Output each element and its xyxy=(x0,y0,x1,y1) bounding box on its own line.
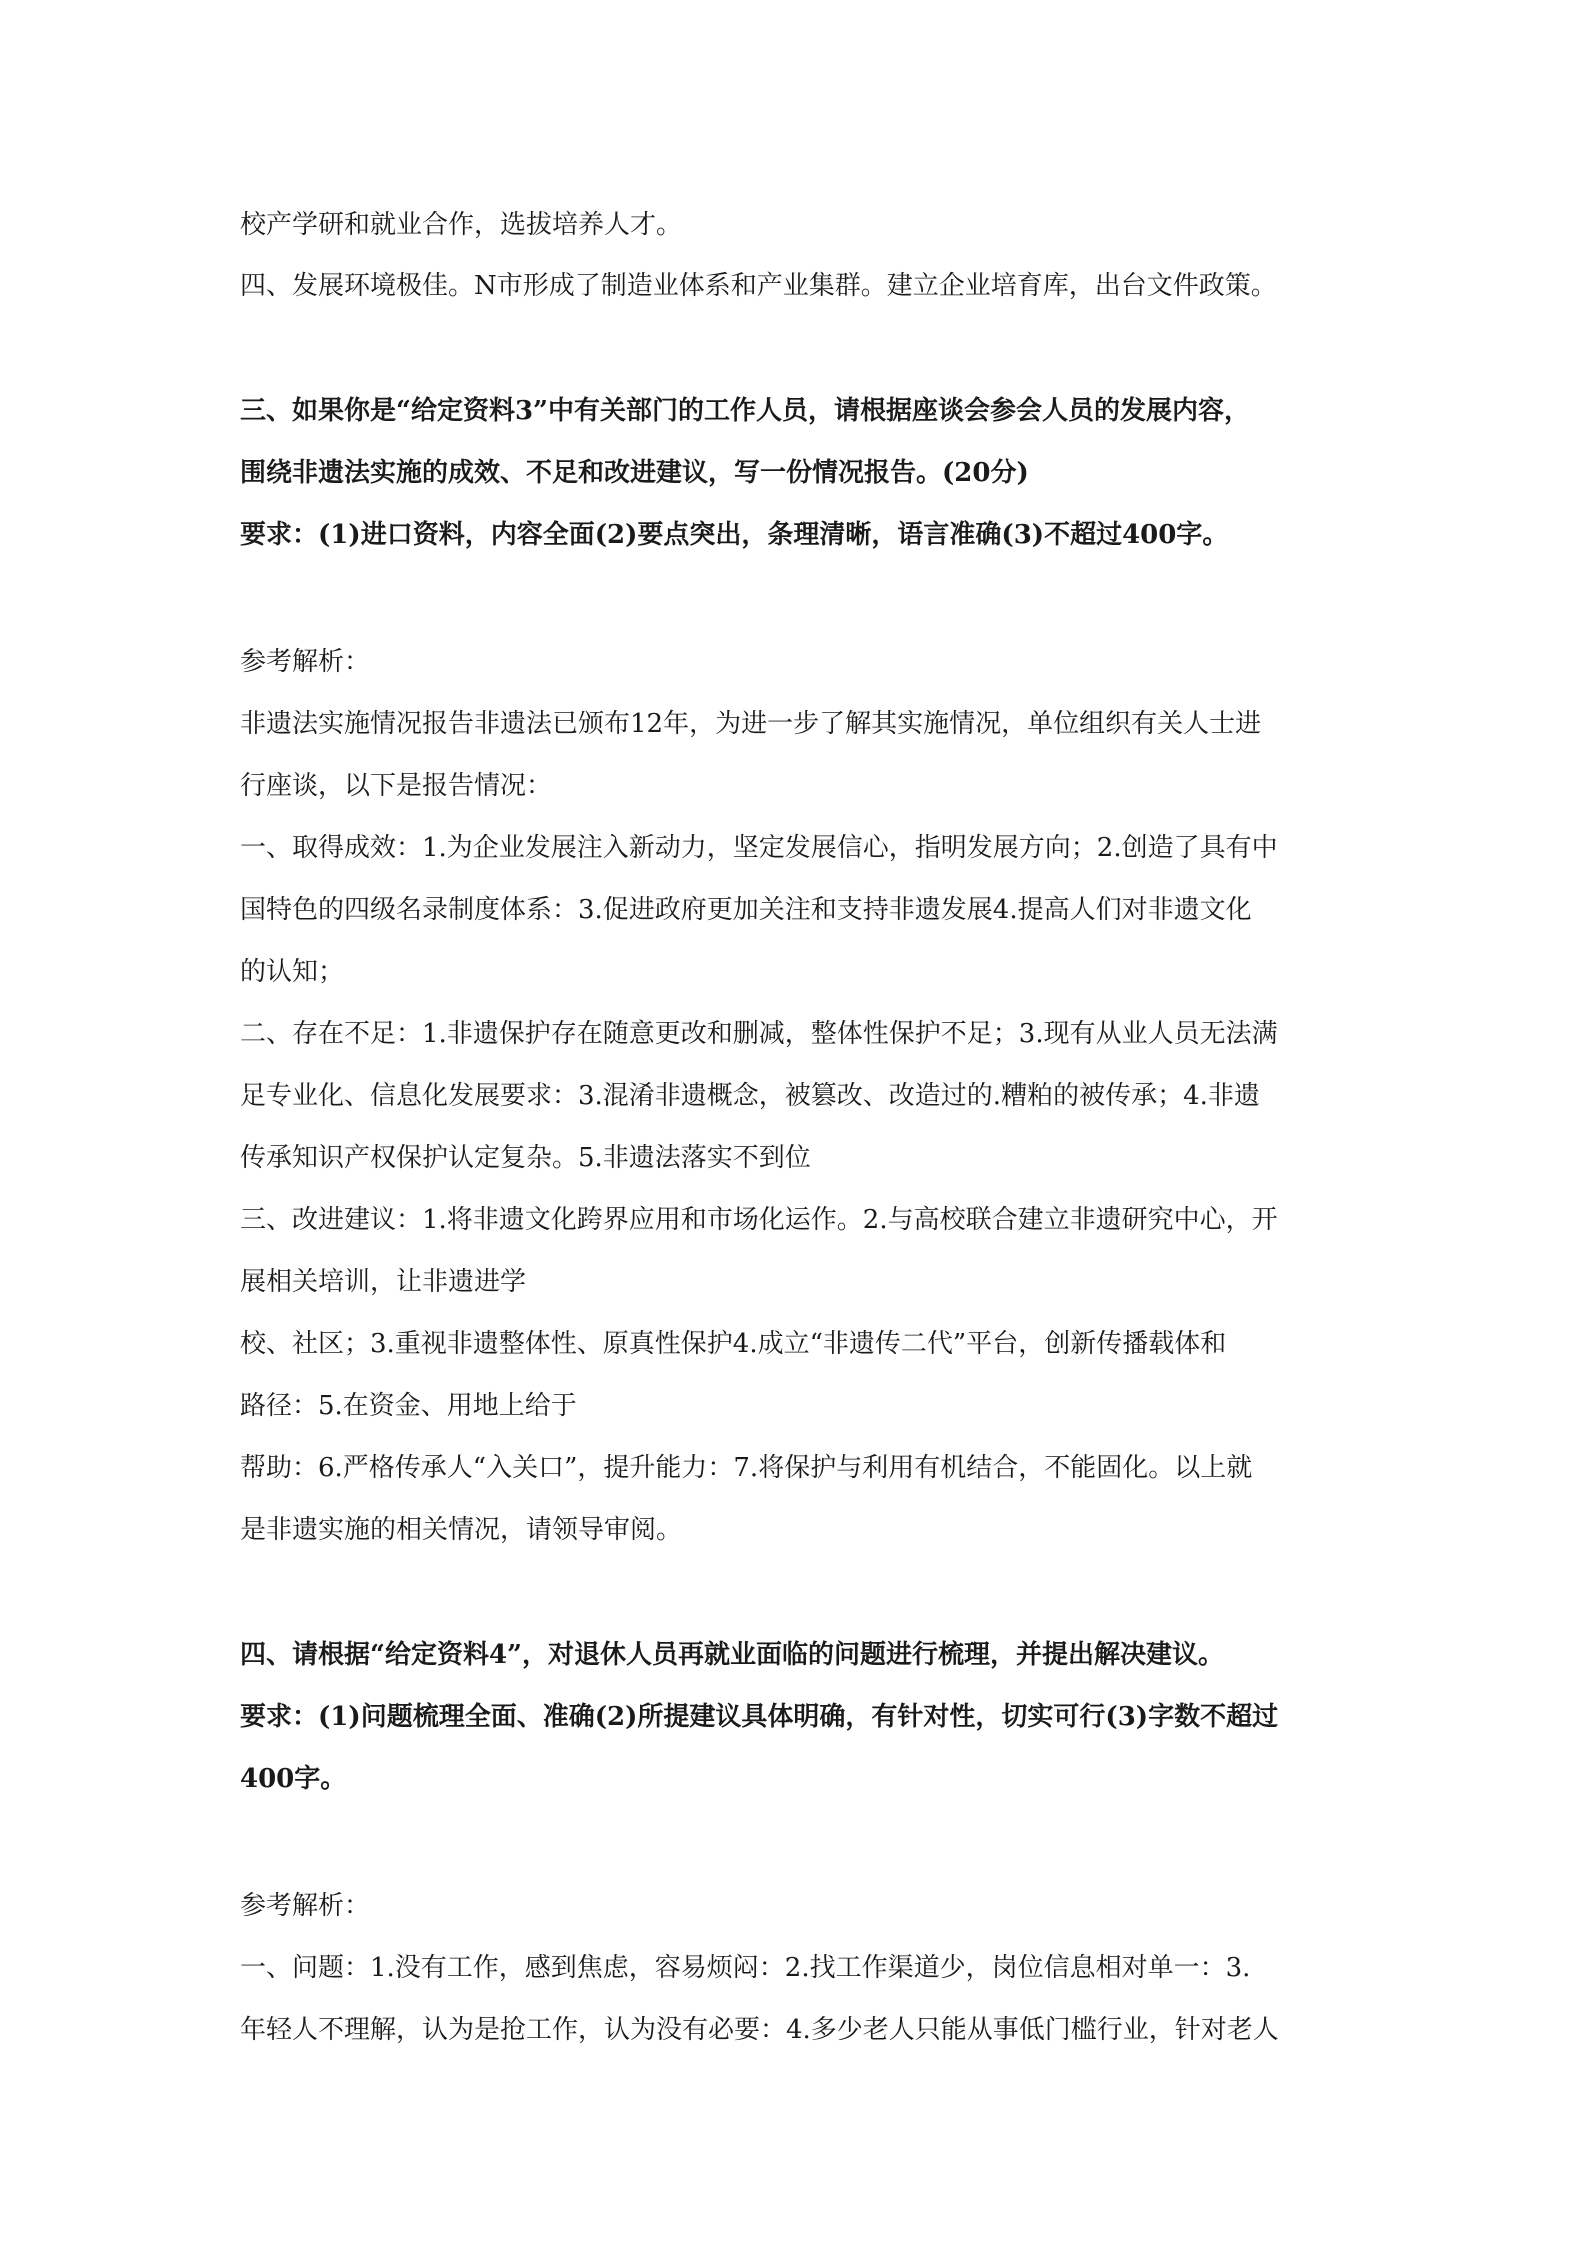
text-line: 是非遗实施的相关情况，请领导审阅。 xyxy=(240,1515,683,1545)
text-line: 传承知识产权保护认定复杂。5.非遗法落实不到位 xyxy=(240,1143,811,1173)
text-line: 帮助：6.严格传承人“入关口”，提升能力：7.将保护与利用有机结合，不能固化。以上就 xyxy=(240,1453,1253,1483)
text-line: 一、问题：1.没有工作，感到焦虑，容易烦闷：2.找工作渠道少，岗位信息相对单一：3. xyxy=(240,1953,1251,1983)
answer-label: 参考解析： xyxy=(240,1891,371,1921)
text-line: 国特色的四级名录制度体系：3.促进政府更加关注和支持非遗发展4.提高人们对非遗文化 xyxy=(240,895,1252,925)
text-line: 非遗法实施情况报告非遗法已颁布12年，为进一步了解其实施情况，单位组织有关人士进 xyxy=(240,709,1262,739)
text-line: 的认知； xyxy=(240,957,345,987)
text-line: 二、存在不足：1.非遗保护存在随意更改和删减，整体性保护不足；3.现有从业人员无法满 xyxy=(240,1019,1278,1049)
question-4-requirements: 400字。 xyxy=(240,1764,347,1794)
text-line: 一、取得成效：1.为企业发展注入新动力，坚定发展信心，指明发展方向；2.创造了具有中 xyxy=(240,833,1278,863)
question-3-heading: 三、如果你是“给定资料3”中有关部门的工作人员，请根据座谈会参会人员的发展内容， xyxy=(240,396,1251,426)
text-line: 校、社区；3.重视非遗整体性、原真性保护4.成立“非遗传二代”平台，创新传播载体和 xyxy=(240,1329,1227,1359)
question-3-requirements: 要求：(1)进口资料，内容全面(2)要点突出，条理清晰，语言准确(3)不超过400字。 xyxy=(240,520,1229,550)
text-line: 足专业化、信息化发展要求：3.混淆非遗概念，被篡改、改造过的.糟粕的被传承；4.非遗 xyxy=(240,1081,1260,1111)
text-line: 路径：5.在资金、用地上给于 xyxy=(240,1391,577,1421)
question-4-heading: 四、请根据“给定资料4”，对退休人员再就业面临的问题进行梳理，并提出解决建议。 xyxy=(240,1640,1225,1670)
question-3-heading: 围绕非遗法实施的成效、不足和改进建议，写一份情况报告。(20分) xyxy=(240,458,1029,488)
question-4-requirements: 要求：(1)问题梳理全面、准确(2)所提建议具体明确，有针对性，切实可行(3)字数不超过 xyxy=(240,1702,1279,1732)
answer-label: 参考解析： xyxy=(240,647,371,677)
text-line: 校产学研和就业合作，选拔培养人才。 xyxy=(240,210,683,240)
text-line: 四、发展环境极佳。N市形成了制造业体系和产业集群。建立企业培育库，出台文件政策。 xyxy=(240,271,1277,301)
text-line: 行座谈，以下是报告情况： xyxy=(240,771,553,801)
text-line: 年轻人不理解，认为是抢工作，认为没有必要：4.多少老人只能从事低门槛行业，针对老人 xyxy=(240,2015,1279,2045)
text-line: 三、改进建议：1.将非遗文化跨界应用和市场化运作。2.与高校联合建立非遗研究中心，开 xyxy=(240,1205,1278,1235)
text-line: 展相关培训，让非遗进学 xyxy=(240,1267,527,1297)
